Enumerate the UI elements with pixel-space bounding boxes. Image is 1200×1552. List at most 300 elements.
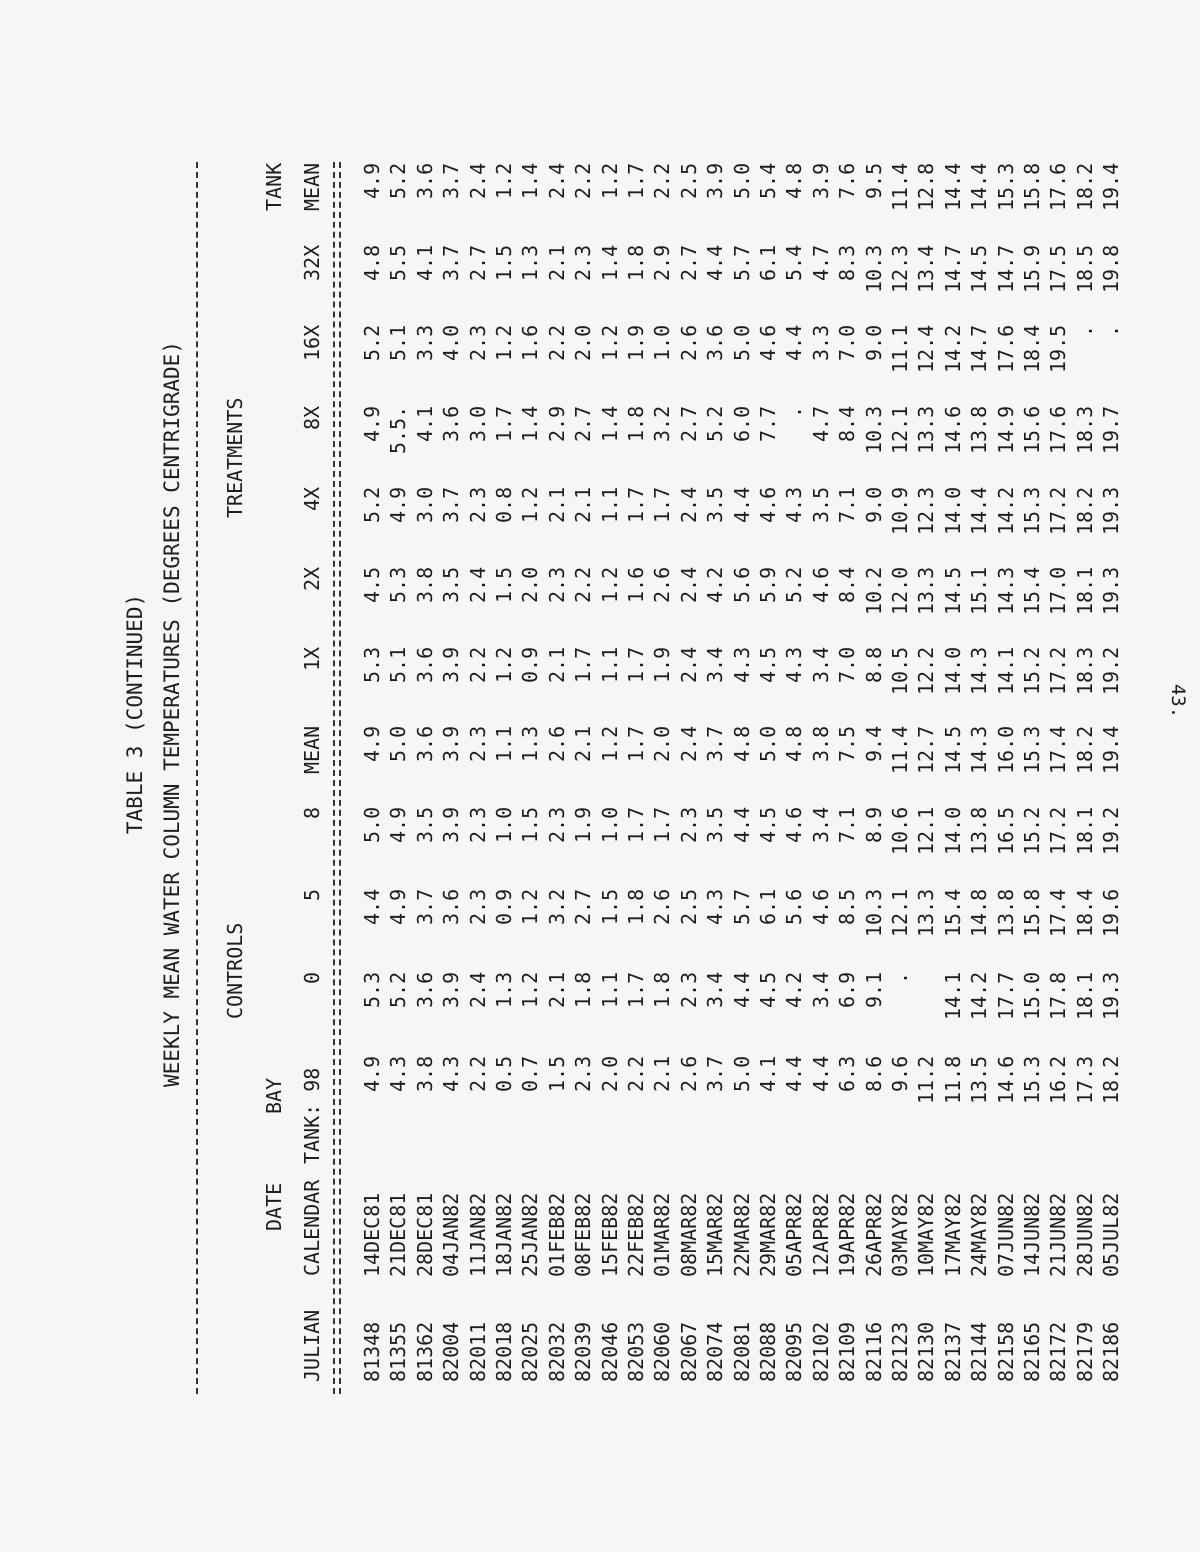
table-cell: 2.1 [545, 646, 569, 683]
table-cell: 3.2 [650, 405, 674, 442]
table-cell: 2.1 [571, 486, 595, 523]
header-row2-cell: TANK: 98 [300, 1067, 324, 1164]
table-cell: 4.7 [809, 244, 833, 281]
table-cell: 4.3 [439, 1055, 463, 1092]
table-cell: 2.1 [545, 971, 569, 1008]
table-cell: 2.5 [677, 162, 701, 199]
table-cell: 3.9 [439, 971, 463, 1008]
table-cell: 1.9 [624, 324, 648, 361]
table-cell: 2.0 [598, 1055, 622, 1092]
table-cell: 1.2 [492, 324, 516, 361]
table-cell: 07JUN82 [994, 1192, 1018, 1277]
header-bottom-rule-1 [333, 162, 335, 1394]
table-cell: 19.8 [1099, 244, 1123, 293]
table-cell: 5.2 [386, 971, 410, 1008]
table-cell: 2.7 [466, 244, 490, 281]
table-cell: 11.4 [888, 725, 912, 774]
table-cell: 2.1 [545, 486, 569, 523]
table-cell: 2.2 [624, 1055, 648, 1092]
header-top-rule [196, 162, 198, 1394]
table-cell: 7.6 [835, 162, 859, 199]
table-cell: 12.7 [914, 725, 938, 774]
table-cell: 05APR82 [782, 1192, 806, 1277]
table-cell: 1.8 [571, 971, 595, 1008]
table-cell: 4.1 [413, 405, 437, 442]
table-cell: 4.1 [756, 1055, 780, 1092]
table-cell: 82032 [545, 1321, 569, 1382]
table-cell: 2.1 [545, 244, 569, 281]
table-cell: 22FEB82 [624, 1192, 648, 1277]
table-cell: 81362 [413, 1321, 437, 1382]
table-cell: 2.3 [571, 1055, 595, 1092]
table-cell: 1.4 [518, 162, 542, 199]
table-cell: 2.4 [677, 566, 701, 603]
table-cell: 1.5 [492, 566, 516, 603]
table-cell: 2.6 [677, 1055, 701, 1092]
table-cell: 18JAN82 [492, 1192, 516, 1277]
table-cell: 17.6 [1046, 405, 1070, 454]
table-cell: 14.6 [941, 405, 965, 454]
table-cell: 11JAN82 [466, 1192, 490, 1277]
table-cell: 1.7 [650, 806, 674, 843]
table-cell: 13.3 [914, 405, 938, 454]
table-cell: 14DEC81 [360, 1192, 384, 1277]
table-cell: 5.5 [386, 244, 410, 281]
table-cell: 82102 [809, 1321, 833, 1382]
table-cell: 0.9 [492, 888, 516, 925]
table-cell: 82179 [1073, 1321, 1097, 1382]
table-cell: 1.1 [598, 646, 622, 683]
table-cell: 5.2 [360, 486, 384, 523]
table-cell: 15.3 [994, 162, 1018, 211]
table-cell: 10.5 [888, 646, 912, 695]
table-cell: 19.2 [1099, 646, 1123, 695]
table-cell: 15FEB82 [598, 1192, 622, 1277]
table-cell: 15.8 [1020, 888, 1044, 937]
table-cell: 2.0 [518, 566, 542, 603]
table-cell: 4.6 [756, 324, 780, 361]
table-cell: 15.9 [1020, 244, 1044, 293]
table-cell: 15.3 [1020, 1055, 1044, 1104]
table-cell: 16.2 [1046, 1055, 1070, 1104]
table-cell: 5.9 [756, 566, 780, 603]
table-cell: 4.8 [730, 725, 754, 762]
table-cell: 7.5 [835, 725, 859, 762]
table-cell: 5.2 [782, 566, 806, 603]
table-cell: 8.5 [835, 888, 859, 925]
table-cell: 1.1 [598, 971, 622, 1008]
table-cell: 3.5 [413, 806, 437, 843]
table-cell: 15.2 [1020, 806, 1044, 855]
table-cell: 3.9 [439, 646, 463, 683]
table-cell: 3.4 [809, 646, 833, 683]
table-cell: 82144 [967, 1321, 991, 1382]
table-cell: 11.1 [888, 324, 912, 373]
table-cell: 3.8 [413, 566, 437, 603]
table-cell: 1.8 [650, 971, 674, 1008]
table-cell: 82165 [1020, 1321, 1044, 1382]
table-cell: 4.6 [756, 486, 780, 523]
table-cell: 5.3 [360, 646, 384, 683]
table-cell: 14.9 [994, 405, 1018, 454]
table-cell: 18.4 [1020, 324, 1044, 373]
table-cell: 4.4 [703, 244, 727, 281]
table-cell: 11.8 [941, 1055, 965, 1104]
table-cell: 1.8 [624, 888, 648, 925]
table-cell: 17.4 [1046, 888, 1070, 937]
table-cell: 82172 [1046, 1321, 1070, 1382]
table-cell: 14.0 [941, 486, 965, 535]
table-cell: 2.0 [571, 324, 595, 361]
table-cell: 8.9 [862, 806, 886, 843]
table-cell: 3.7 [413, 888, 437, 925]
table-cell: 2.2 [650, 162, 674, 199]
table-cell: 1.7 [650, 486, 674, 523]
table-cell: 3.5 [703, 486, 727, 523]
table-cell: 7.1 [835, 806, 859, 843]
table-cell: 2.3 [677, 971, 701, 1008]
table-cell: 1.9 [650, 646, 674, 683]
table-cell: 1.1 [492, 725, 516, 762]
table-cell: 9.4 [862, 725, 886, 762]
table-cell: 14.0 [941, 646, 965, 695]
table-cell: 2.5 [677, 888, 701, 925]
table-cell: 3.0 [466, 405, 490, 442]
table-cell: 6.1 [756, 244, 780, 281]
table-cell: 3.6 [413, 162, 437, 199]
table-cell: 5.2 [703, 405, 727, 442]
table-cell: 3.4 [809, 971, 833, 1008]
table-cell: 19.3 [1099, 566, 1123, 615]
table-cell: 82067 [677, 1321, 701, 1382]
table-cell: 2.4 [545, 162, 569, 199]
header-bottom-rule-2 [339, 162, 341, 1394]
table-cell: 82046 [598, 1321, 622, 1382]
table-cell: 01FEB82 [545, 1192, 569, 1277]
table-cell: 19.6 [1099, 888, 1123, 937]
table-cell: 1.5 [518, 806, 542, 843]
table-cell: 1.7 [624, 486, 648, 523]
table-cell: 18.5 [1073, 244, 1097, 293]
table-cell: 12.1 [914, 806, 938, 855]
table-cell: 14.3 [994, 566, 1018, 615]
table-cell: 82158 [994, 1321, 1018, 1382]
table-cell: 17.4 [1046, 725, 1070, 774]
table-cell: 5.1 [386, 324, 410, 361]
table-cell: 4.7 [809, 405, 833, 442]
table-cell: . [782, 405, 806, 418]
table-cell: 17MAY82 [941, 1192, 965, 1277]
table-cell: 4.9 [386, 806, 410, 843]
table-cell: 13.8 [967, 806, 991, 855]
table-cell: 3.7 [703, 725, 727, 762]
table-cell: 3.6 [439, 405, 463, 442]
header-row1-cell: TANK [262, 162, 286, 211]
table-cell: 3.7 [439, 162, 463, 199]
table-cell: 13.8 [967, 405, 991, 454]
table-cell: 4.4 [782, 1055, 806, 1092]
table-cell: 5.0 [730, 324, 754, 361]
table-cell: 12.1 [888, 888, 912, 937]
table-cell: 5.0 [360, 806, 384, 843]
table-cell: 0.9 [518, 646, 542, 683]
table-cell: 1.2 [518, 486, 542, 523]
table-cell: 4.8 [782, 725, 806, 762]
table-cell: 1.2 [518, 971, 542, 1008]
table-cell: 12.3 [914, 486, 938, 535]
table-cell: 17.5 [1046, 244, 1070, 293]
table-cell: 1.7 [492, 405, 516, 442]
table-cell: 2.3 [545, 566, 569, 603]
table-cell: 5.4 [782, 244, 806, 281]
table-cell: 2.3 [677, 806, 701, 843]
table-cell: 2.2 [545, 324, 569, 361]
table-cell: 2.4 [677, 646, 701, 683]
table-cell: 19.4 [1099, 162, 1123, 211]
header-row1-cell: BAY [262, 1077, 286, 1114]
table-cell: 1.8 [624, 244, 648, 281]
table-cell: 82018 [492, 1321, 516, 1382]
table-cell: 17.6 [1046, 162, 1070, 211]
header-row2-cell: 32X [300, 244, 324, 281]
table-cell: 4.3 [730, 646, 754, 683]
table-cell: 5.4 [756, 162, 780, 199]
table-cell: 1.5 [492, 244, 516, 281]
table-cell: 2.9 [545, 405, 569, 442]
table-cell: 9.5 [862, 162, 886, 199]
table-cell: 29MAR82 [756, 1192, 780, 1277]
table-cell: 3.2 [545, 888, 569, 925]
table-cell: 82004 [439, 1321, 463, 1382]
table-cell: 5.0 [730, 1055, 754, 1092]
table-cell: 2.7 [677, 405, 701, 442]
table-cell: 4.9 [360, 725, 384, 762]
table-cell: 5.0 [386, 725, 410, 762]
table-cell: 2.1 [650, 1055, 674, 1092]
table-cell: 2.0 [650, 725, 674, 762]
table-cell: 1.4 [598, 405, 622, 442]
table-cell: 2.7 [677, 244, 701, 281]
table-cell: 2.2 [571, 566, 595, 603]
table-cell: 17.0 [1046, 566, 1070, 615]
table-cell: 24MAY82 [967, 1192, 991, 1277]
table-cell: 14.1 [994, 646, 1018, 695]
table-cell: 14JUN82 [1020, 1192, 1044, 1277]
table-cell: 1.4 [598, 244, 622, 281]
table-cell: 3.4 [809, 806, 833, 843]
table-cell: 4.2 [782, 971, 806, 1008]
table-cell: 3.4 [703, 646, 727, 683]
table-cell: 82025 [518, 1321, 542, 1382]
table-cell: 1.6 [624, 566, 648, 603]
table-cell: 21DEC81 [386, 1192, 410, 1277]
table-cell: 9.6 [888, 1055, 912, 1092]
table-cell: 4.5 [756, 806, 780, 843]
table-cell: 14.2 [967, 971, 991, 1020]
table-cell: 3.5 [439, 566, 463, 603]
table-cell: 3.5 [703, 806, 727, 843]
table-cell: 4.4 [730, 971, 754, 1008]
table-cell: 04JAN82 [439, 1192, 463, 1277]
table-cell: 10.2 [862, 566, 886, 615]
table-cell: 3.8 [809, 725, 833, 762]
table-cell: 2.3 [545, 806, 569, 843]
table-cell: 15.4 [941, 888, 965, 937]
table-cell: 82095 [782, 1321, 806, 1382]
table-cell: 4.4 [809, 1055, 833, 1092]
table-cell: 1.5 [545, 1055, 569, 1092]
table-cell: 3.7 [703, 1055, 727, 1092]
table-cell: 82123 [888, 1321, 912, 1382]
table-cell: 5.5. [386, 405, 410, 454]
table-cell: 2.3 [466, 324, 490, 361]
table-cell: 15.4 [1020, 566, 1044, 615]
table-cell: 4.5 [756, 971, 780, 1008]
table-cell: 82081 [730, 1321, 754, 1382]
table-cell: 15.8 [1020, 162, 1044, 211]
header-row2-cell: 16X [300, 324, 324, 361]
table-cell: 8.6 [862, 1055, 886, 1092]
header-row1-cell: DATE [262, 1182, 286, 1231]
table-cell: 19.4 [1099, 725, 1123, 774]
table-cell: 1.2 [492, 646, 516, 683]
table-cell: . [888, 971, 912, 984]
table-cell: 2.3 [466, 806, 490, 843]
table-cell: 4.6 [809, 566, 833, 603]
table-cell: 19.5 [1046, 324, 1070, 373]
header-row2-cell: 8 [300, 806, 324, 819]
table-cell: 14.7 [994, 244, 1018, 293]
table-cell: 14.7 [967, 324, 991, 373]
table-cell: 2.6 [650, 566, 674, 603]
table-cell: 2.3 [466, 486, 490, 523]
table-cell: 2.7 [571, 405, 595, 442]
table-cell: 10MAY82 [914, 1192, 938, 1277]
table-cell: 4.3 [386, 1055, 410, 1092]
table-cell: 14.0 [941, 806, 965, 855]
table-cell: 1.5 [598, 888, 622, 925]
table-cell: 14.3 [967, 646, 991, 695]
table-cell: 4.3 [703, 888, 727, 925]
table-cell: . [1073, 324, 1097, 337]
header-row2-cell: JULIAN [300, 1309, 324, 1382]
table-cell: 1.2 [598, 324, 622, 361]
table-cell: 4.9 [360, 1055, 384, 1092]
table-cell: 10.6 [888, 806, 912, 855]
table-cell: 14.7 [941, 244, 965, 293]
table-cell: 10.3 [862, 405, 886, 454]
table-cell: 1.7 [571, 646, 595, 683]
table-cell: 1.7 [624, 725, 648, 762]
table-subtitle: WEEKLY MEAN WATER COLUMN TEMPERATURES (DEGREES CENTRIGRADE) [160, 341, 184, 1087]
table-cell: 1.3 [518, 244, 542, 281]
table-cell: 12.8 [914, 162, 938, 211]
table-cell: 5.0 [756, 725, 780, 762]
table-cell: 5.7 [730, 244, 754, 281]
table-cell: 3.0 [413, 486, 437, 523]
table-cell: 4.9 [360, 162, 384, 199]
header-row2-cell: 0 [300, 971, 324, 984]
table-cell: 12.4 [914, 324, 938, 373]
table-cell: 9.0 [862, 486, 886, 523]
header-row2-cell: 2X [300, 566, 324, 591]
table-cell: 82116 [862, 1321, 886, 1382]
table-cell: 4.6 [809, 888, 833, 925]
table-cell: 3.3 [809, 324, 833, 361]
table-cell: 17.3 [1073, 1055, 1097, 1104]
table-cell: 12.1 [888, 405, 912, 454]
table-cell: 82074 [703, 1321, 727, 1382]
table-cell: 9.1 [862, 971, 886, 1008]
table-cell: 3.6 [413, 971, 437, 1008]
table-cell: 12.0 [888, 566, 912, 615]
table-cell: 7.7 [756, 405, 780, 442]
table-cell: 82039 [571, 1321, 595, 1382]
table-cell: 4.3 [782, 646, 806, 683]
table-cell: 28JUN82 [1073, 1192, 1097, 1277]
table-cell: 5.3 [360, 971, 384, 1008]
table-cell: 13.3 [914, 888, 938, 937]
table-cell: 2.6 [677, 324, 701, 361]
header-row2-cell: MEAN [300, 162, 324, 211]
treatments-group-header: TREATMENTS [223, 397, 247, 518]
table-cell: 17.2 [1046, 806, 1070, 855]
table-cell: 15.3 [1020, 725, 1044, 774]
table-cell: 2.3 [571, 244, 595, 281]
table-cell: 1.8 [624, 405, 648, 442]
table-cell: 1.7 [624, 806, 648, 843]
table-cell: 14.8 [967, 888, 991, 937]
table-cell: 1.0 [492, 806, 516, 843]
table-cell: 14.4 [967, 162, 991, 211]
table-cell: 5.6 [782, 888, 806, 925]
header-row2-cell: 5 [300, 888, 324, 901]
table-cell: 2.4 [466, 971, 490, 1008]
table-cell: 14.2 [994, 486, 1018, 535]
table-cell: 18.2 [1073, 725, 1097, 774]
table-cell: 2.2 [571, 162, 595, 199]
table-cell: 1.2 [518, 888, 542, 925]
table-cell: 03MAY82 [888, 1192, 912, 1277]
table-cell: 3.6 [703, 324, 727, 361]
table-cell: 15.3 [1020, 486, 1044, 535]
table-cell: 3.6 [413, 646, 437, 683]
table-cell: 25JAN82 [518, 1192, 542, 1277]
table-cell: 14.5 [967, 244, 991, 293]
table-cell: 4.5 [360, 566, 384, 603]
table-cell: 1.4 [518, 405, 542, 442]
table-cell: 1.2 [598, 725, 622, 762]
table-cell: 4.2 [703, 566, 727, 603]
table-cell: 1.1 [598, 486, 622, 523]
table-cell: 81348 [360, 1321, 384, 1382]
table-cell: 82137 [941, 1321, 965, 1382]
table-cell: 1.3 [492, 971, 516, 1008]
table-cell: 3.4 [703, 971, 727, 1008]
table-cell: 05JUL82 [1099, 1192, 1123, 1277]
table-cell: 5.2 [386, 162, 410, 199]
table-cell: 4.0 [439, 324, 463, 361]
table-cell: 4.4 [730, 486, 754, 523]
table-cell: 9.0 [862, 324, 886, 361]
table-cell: 1.0 [650, 324, 674, 361]
table-cell: 17.2 [1046, 486, 1070, 535]
table-cell: 3.7 [439, 244, 463, 281]
table-cell: 2.7 [571, 888, 595, 925]
table-cell: 6.1 [756, 888, 780, 925]
table-cell: 2.4 [466, 162, 490, 199]
table-cell: 14.4 [941, 162, 965, 211]
